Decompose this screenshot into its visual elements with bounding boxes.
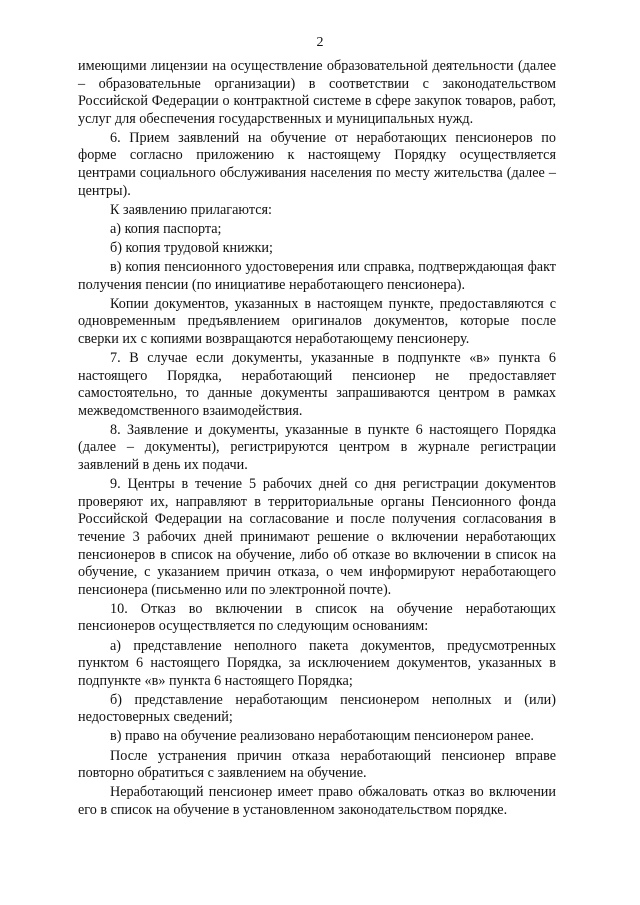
paragraph-copies: Копии документов, указанных в настоящем пункте, предоставляются с одновременным предъявлением оригиналов документов, которые после сверки их с копиями возвращаются неработающему пенсионеру. bbox=[78, 295, 556, 347]
paragraph-attachment-v: в) копия пенсионного удостоверения или справка, подтверждающая факт получения пенсии (по инициативе неработающего пенсионера). bbox=[78, 259, 556, 293]
page-number: 2 bbox=[316, 35, 324, 50]
paragraph-item-8: 8. Заявление и документы, указанные в пункте 6 настоящего Порядка (далее – документы), регистрируются центром в журнале регистрации заявлений в день их подачи. bbox=[78, 421, 556, 474]
paragraph-continuation: имеющими лицензии на осуществление образовательной деятельности (далее – образовательные организации) в соответствии с законодательством Российской Федерации о контрактной системе в сфере закупок товаров, работ, услуг для обеспечения государственных и муниципальных нужд. bbox=[78, 58, 556, 127]
paragraph-item-9: 9. Центры в течение 5 рабочих дней со дня регистрации документов проверяют их, направляют в территориальные органы Пенсионного фонда Российской Федерации на согласование и после получения согласования в течение 3 рабочих дней принимают решение о включении неработающих пенсионеров в список на обучение, либо об отказе во включении в список на обучение, с указанием причин отказа, о чем информируют неработающего пенсионера (письменно или по электронной почте). bbox=[78, 476, 556, 598]
paragraph-item-10: 10. Отказ во включении в список на обучение неработающих пенсионеров осуществляется по следующим основаниям: bbox=[78, 600, 556, 635]
paragraph-appeal: Неработающий пенсионер имеет право обжаловать отказ во включении его в список на обучение в установленном законодательством порядке. bbox=[78, 784, 556, 818]
paragraph-attachments-intro: К заявлению прилагаются: bbox=[110, 201, 272, 218]
paragraph-refusal-a: а) представление неполного пакета документов, предусмотренных пунктом 6 настоящего Порядка, за исключением документов, указанных в подпункте «в» пункта 6 настоящего Порядка; bbox=[78, 637, 556, 689]
paragraph-attachment-a: а) копия паспорта; bbox=[110, 220, 222, 237]
paragraph-refusal-b: б) представление неработающим пенсионером неполных и (или) недостоверных сведений; bbox=[78, 691, 556, 726]
paragraph-item-6: 6. Прием заявлений на обучение от неработающих пенсионеров по форме согласно приложению к настоящему Порядку осуществляется центрами социального обслуживания населения по месту жительства (далее – центры). bbox=[78, 129, 556, 199]
paragraph-attachment-b: б) копия трудовой книжки; bbox=[110, 239, 273, 256]
paragraph-item-7: 7. В случае если документы, указанные в подпункте «в» пункта 6 настоящего Порядка, неработающий пенсионер не предоставляет самостоятельно, то данные документы запрашиваются центром в рамках межведомственного взаимодействия. bbox=[78, 350, 556, 419]
paragraph-reapply: После устранения причин отказа неработающий пенсионер вправе повторно обратиться с заявлением на обучение. bbox=[78, 747, 556, 782]
document-body bbox=[78, 58, 556, 821]
paragraph-refusal-v: в) право на обучение реализовано неработающим пенсионером ранее. bbox=[110, 728, 534, 745]
